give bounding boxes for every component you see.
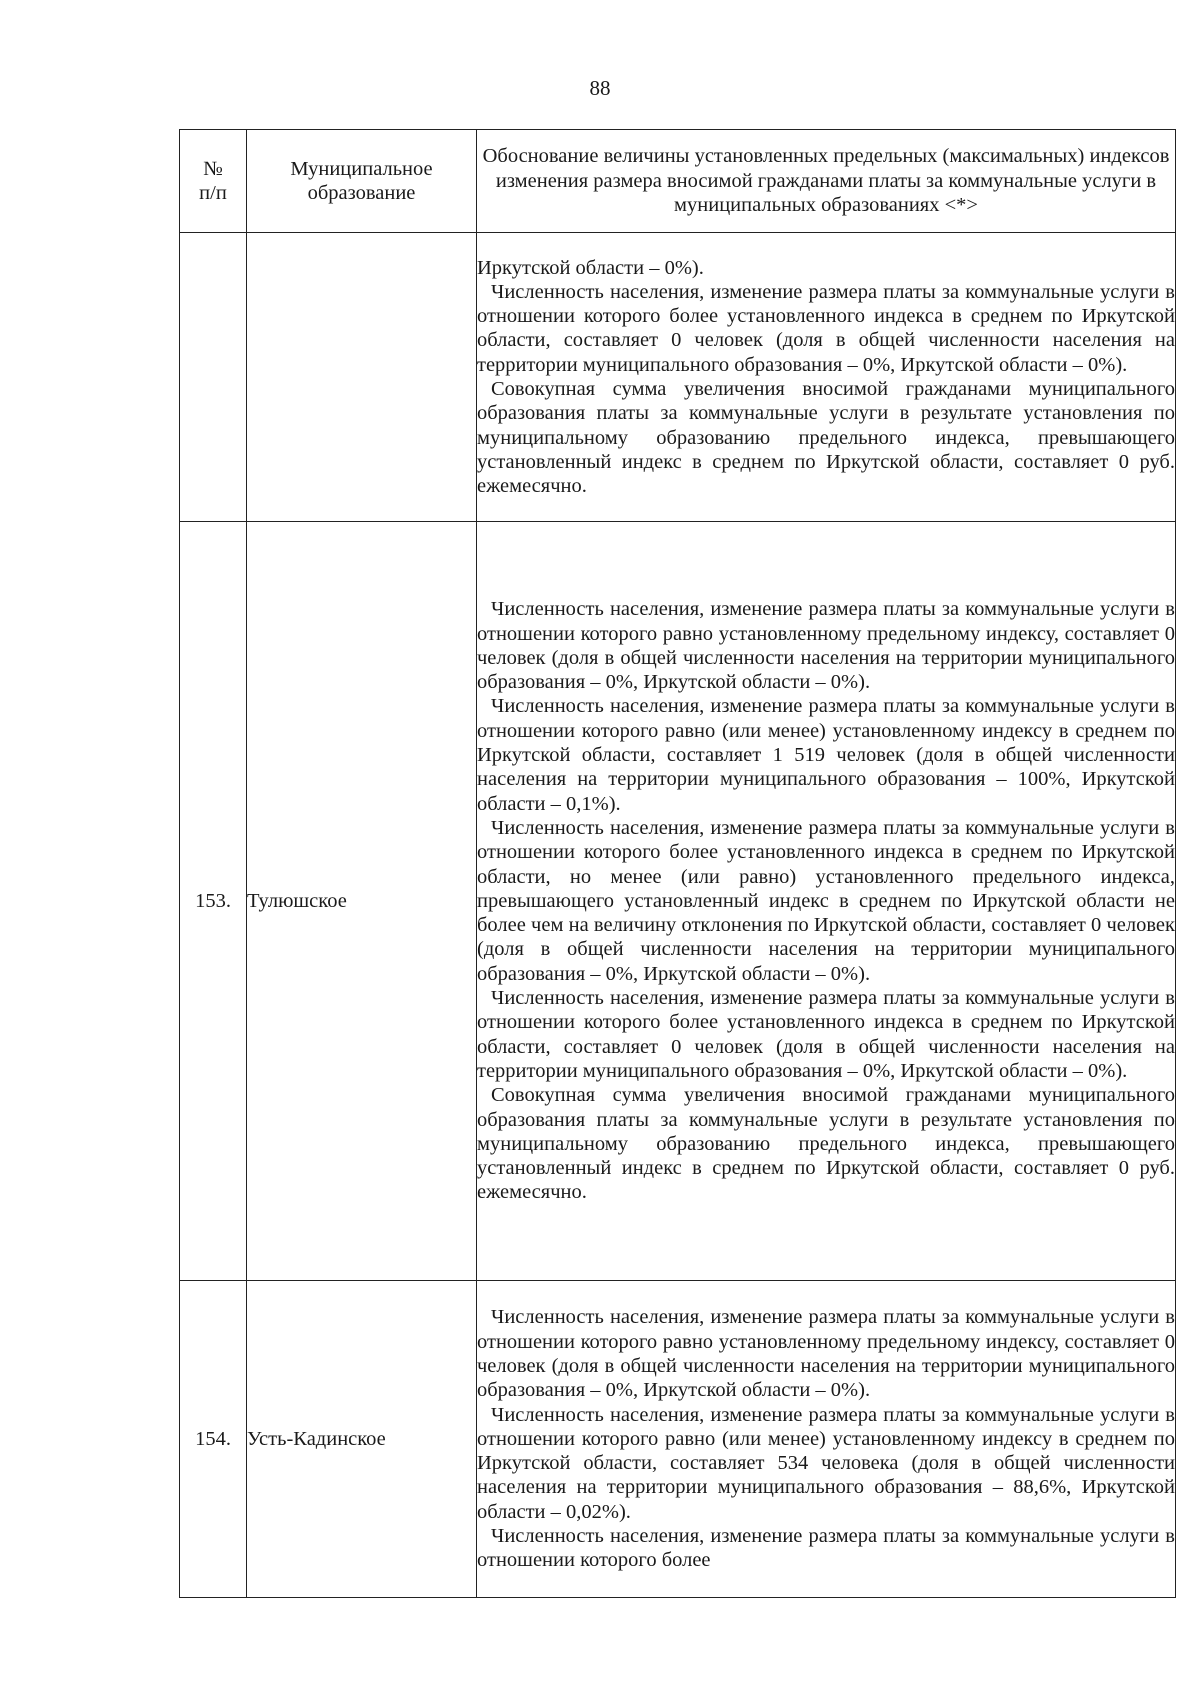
justification-paragraph: Численность населения, изменение размера платы за коммунальные услуги в отношении которого более bbox=[477, 1525, 1175, 1572]
header-justification bbox=[477, 130, 1176, 233]
page-number: 88 bbox=[589, 76, 611, 100]
justification-paragraph: Численность населения, изменение размера платы за коммунальные услуги в отношении которого равно (или менее) установленному индексу в среднем по Иркутской области, составляет 534 человека (доля в общей численности населения на территории муниципального образования – 88,6%, Иркутской области – 0,02%). bbox=[477, 1403, 1175, 1523]
row-municipality: Усть-Кадинское bbox=[247, 1281, 477, 1598]
table-row bbox=[180, 233, 1176, 522]
row-municipality: Тулюшское bbox=[247, 522, 477, 1281]
header-municipality bbox=[247, 130, 477, 233]
justification-paragraph: Иркутской области – 0%). bbox=[477, 256, 704, 279]
justification-paragraph: Совокупная сумма увеличения вносимой гражданами муниципального образования платы за коммунальные услуги в результате установления по муниципальному образованию предельного индекса, превышающего установленный индекс в среднем по Иркутской области, составляет 0 руб. ежемесячно. bbox=[477, 1084, 1175, 1204]
justification-paragraph: Численность населения, изменение размера платы за коммунальные услуги в отношении которого равно установленному предельному индексу, составляет 0 человек (доля в общей численности населения на территории муниципального образования – 0%, Иркутской области – 0%). bbox=[477, 598, 1175, 694]
row-number: 154. bbox=[180, 1281, 247, 1598]
justification-paragraph: Численность населения, изменение размера платы за коммунальные услуги в отношении которого более установленного индекса в среднем по Иркутской области, но менее (или равно) установленного предельного индекса, превышающего установленный индекс в среднем по Иркутской области не более чем на величину отклонения по Иркутской области, составляет 0 человек (доля в общей численности населения на территории муниципального образования – 0%, Иркутской области – 0%). bbox=[477, 816, 1175, 985]
justification-paragraph: Численность населения, изменение размера платы за коммунальные услуги в отношении которого равно установленному предельному индексу, составляет 0 человек (доля в общей численности населения на территории муниципального образования – 0%, Иркутской области – 0%). bbox=[477, 1306, 1175, 1402]
table-header-row bbox=[180, 130, 1176, 233]
row-justification bbox=[477, 233, 1176, 522]
header-number-label: № п/п bbox=[199, 157, 227, 204]
justification-paragraph: Численность населения, изменение размера платы за коммунальные услуги в отношении которого более установленного индекса в среднем по Иркутской области, составляет 0 человек (доля в общей численности населения на территории муниципального образования – 0%, Иркутской области – 0%). bbox=[477, 280, 1175, 376]
header-municipality-label: Муниципальное образование bbox=[290, 157, 433, 204]
row-number bbox=[180, 233, 247, 522]
table-row bbox=[180, 522, 1176, 1281]
row-municipality bbox=[247, 233, 477, 522]
justification-paragraph: Численность населения, изменение размера платы за коммунальные услуги в отношении которого равно (или менее) установленному индексу в среднем по Иркутской области, составляет 1 519 человек (доля в общей численности населения на территории муниципального образования – 100%, Иркутской области – 0,1%). bbox=[477, 695, 1175, 815]
row-justification bbox=[477, 1281, 1176, 1598]
row-number: 153. bbox=[180, 522, 247, 1281]
justification-paragraph: Совокупная сумма увеличения вносимой гражданами муниципального образования платы за коммунальные услуги в результате установления по муниципальному образованию предельного индекса, превышающего установленный индекс в среднем по Иркутской области, составляет 0 руб. ежемесячно. bbox=[477, 378, 1175, 498]
municipal-index-table bbox=[179, 129, 1176, 1598]
header-justification-label: Обоснование величины установленных предельных (максимальных) индексов изменения размера вносимой гражданами платы за коммунальные услуги в муниципальных образованиях <*> bbox=[482, 145, 1170, 217]
justification-paragraph: Численность населения, изменение размера платы за коммунальные услуги в отношении которого более установленного индекса в среднем по Иркутской области, составляет 0 человек (доля в общей численности населения на территории муниципального образования – 0%, Иркутской области – 0%). bbox=[477, 987, 1175, 1082]
header-number bbox=[180, 130, 247, 233]
row-justification bbox=[477, 522, 1176, 1281]
table-row bbox=[180, 1281, 1176, 1598]
